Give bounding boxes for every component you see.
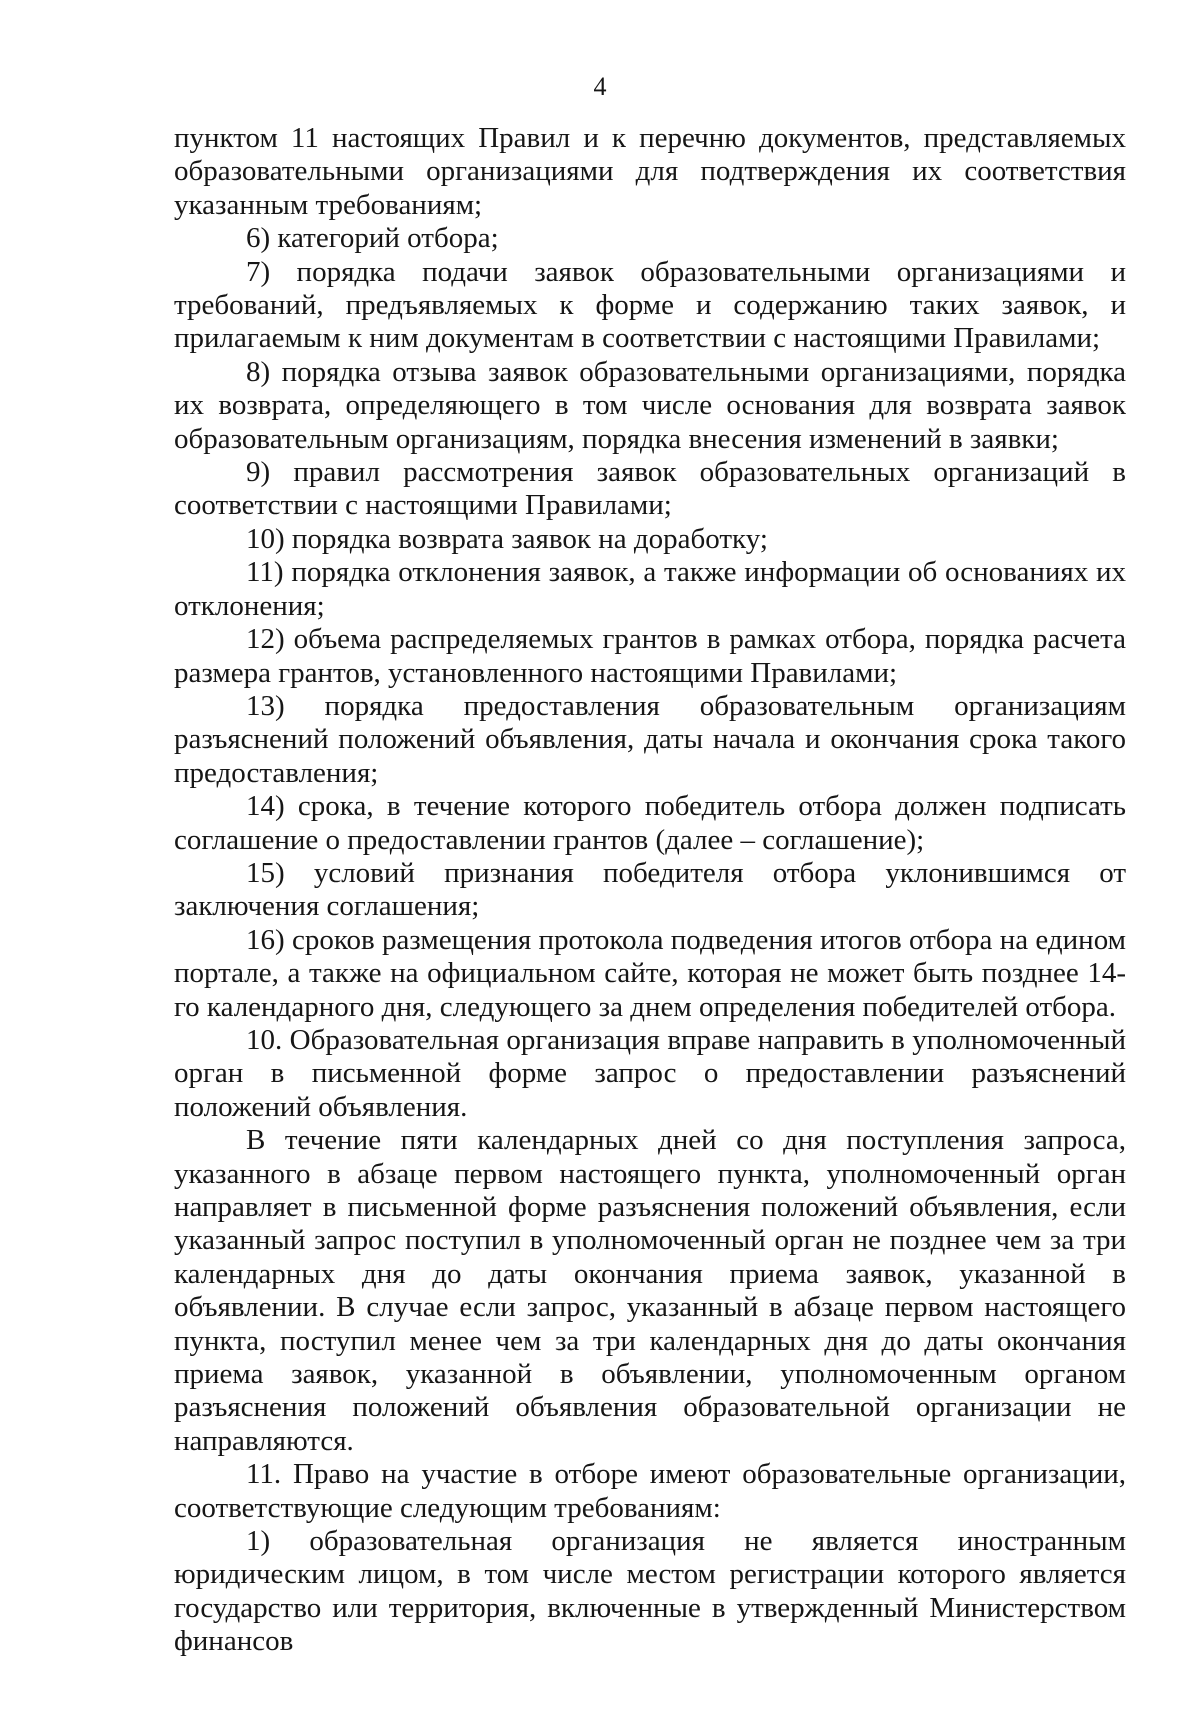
section-10-paragraph-2: В течение пяти календарных дней со дня поступления запроса, указанного в абзаце первом настоящего пункта, уполномоченный орган направляет в письменной форме разъяснения положений объявления, если указанный запрос поступил в уполномоченный орган не позднее чем за три календарных дня до даты окончания приема заявок, указанной в объявлении. В случае если запрос, указанный в абзаце первом настоящего пункта, поступил менее чем за три календарных дня до даты окончания приема заявок, указанной в объявлении, уполномоченным органом разъяснения положений объявления образовательной организации не направляются. xyxy=(174,1124,1126,1457)
list-item-15: 15) условий признания победителя отбора уклонившимся от заключения соглашения; xyxy=(174,856,1126,923)
list-item-6: 6) категорий отбора; xyxy=(246,222,499,255)
list-item-13: 13) порядка предоставления образовательным организациям разъяснений положений объявления, даты начала и окончания срока такого предоставления; xyxy=(174,689,1126,789)
section-11-item-1: 1) образовательная организация не является иностранным юридическим лицом, в том числе местом регистрации которого является государство или территория, включенные в утвержденный Министерством финансов xyxy=(174,1525,1126,1658)
list-item-11: 11) порядка отклонения заявок, а также информации об основаниях их отклонения; xyxy=(174,556,1126,622)
list-item-7: 7) порядка подачи заявок образовательными организациями и требований, предъявляемых к форме и содержанию таких заявок, и прилагаемым к ним документам в соответствии с настоящими Правилами; xyxy=(174,255,1126,355)
list-item-10: 10) порядка возврата заявок на доработку; xyxy=(246,522,768,555)
page-number: 4 xyxy=(593,72,607,101)
section-11: 11. Право на участие в отборе имеют образовательные организации, соответствующие следующим требованиям: xyxy=(174,1458,1126,1524)
list-item-12: 12) объема распределяемых грантов в рамках отбора, порядка расчета размера грантов, установленного настоящими Правилами; xyxy=(174,623,1126,689)
list-item-8: 8) порядка отзыва заявок образовательными организациями, порядка их возврата, определяющего в том числе основания для возврата заявок образовательным организациям, порядка внесения изменений в заявки; xyxy=(174,355,1126,455)
paragraph-continuation: пунктом 11 настоящих Правил и к перечню документов, представляемых образовательными организациями для подтверждения их соответствия указанным требованиям; xyxy=(174,122,1126,221)
list-item-9: 9) правил рассмотрения заявок образовательных организаций в соответствии с настоящими Правилами; xyxy=(174,456,1126,522)
section-10: 10. Образовательная организация вправе направить в уполномоченный орган в письменной форме запрос о предоставлении разъяснений положений объявления. xyxy=(174,1023,1126,1123)
document-body xyxy=(174,122,1126,1659)
list-item-14: 14) срока, в течение которого победитель отбора должен подписать соглашение о предоставлении грантов (далее – соглашение); xyxy=(174,790,1126,856)
list-item-16: 16) сроков размещения протокола подведения итогов отбора на едином портале, а также на официальном сайте, которая не может быть позднее 14-го календарного дня, следующего за днем определения победителей отбора. xyxy=(174,923,1126,1023)
